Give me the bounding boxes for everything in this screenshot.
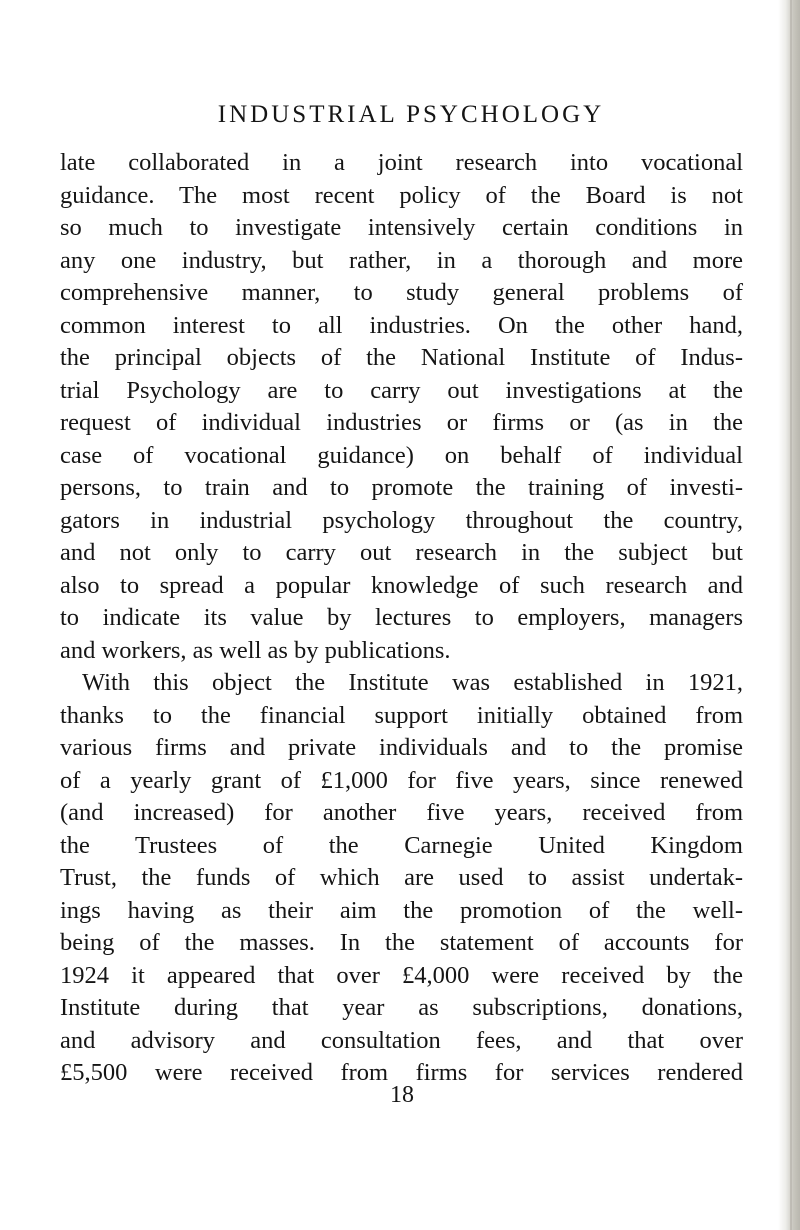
text-line: persons, to train and to promote the training of investi-	[60, 474, 743, 501]
text-line: common interest to all industries. On the other hand,	[60, 311, 743, 339]
text-line: of a yearly grant of £1,000 for five years, since renewed	[60, 766, 743, 794]
text-line: comprehensive manner, to study general problems of	[60, 279, 743, 306]
running-head: INDUSTRIAL PSYCHOLOGY	[217, 101, 605, 128]
text-line: guidance. The most recent policy of the Board is not	[60, 181, 743, 209]
text-line: also to spread a popular knowledge of such research and	[60, 571, 743, 599]
text-line: late collaborated in a joint research into vocational	[60, 149, 743, 176]
text-line: trial Psychology are to carry out investigations at the	[60, 376, 743, 404]
page-number: 18	[390, 1082, 414, 1108]
text-line: thanks to the financial support initially obtained from	[60, 701, 743, 729]
page-edge-shadow	[778, 0, 800, 1230]
text-line: the Trustees of the Carnegie United Kingdom	[60, 831, 743, 859]
text-line: case of vocational guidance) on behalf of individual	[60, 441, 743, 469]
text-line: various firms and private individuals and to the promise	[60, 734, 743, 761]
page-edge-line	[790, 0, 792, 1230]
text-line: Institute during that year as subscriptions, donations,	[60, 994, 743, 1021]
text-line: Trust, the funds of which are used to assist undertak-	[60, 864, 743, 891]
body-text	[60, 147, 743, 1090]
text-line: With this object the Institute was established in 1921,	[82, 669, 743, 696]
text-line: so much to investigate intensively certain conditions in	[60, 214, 743, 241]
text-line: (and increased) for another five years, received from	[60, 799, 743, 826]
text-line: the principal objects of the National Institute of Indus-	[60, 344, 743, 371]
text-line: and workers, as well as by publications.	[60, 636, 451, 664]
text-line: 1924 it appeared that over £4,000 were received by the	[60, 961, 743, 989]
text-line: gators in industrial psychology throughout the country,	[60, 506, 743, 534]
text-line: and not only to carry out research in the subject but	[60, 539, 743, 566]
text-line: £5,500 were received from firms for services rendered	[60, 1059, 743, 1086]
text-line: ings having as their aim the promotion of the well-	[60, 896, 743, 924]
text-line: and advisory and consultation fees, and that over	[60, 1026, 743, 1054]
text-line: request of individual industries or firms or (as in the	[60, 409, 743, 436]
text-line: being of the masses. In the statement of accounts for	[60, 929, 743, 956]
text-line: to indicate its value by lectures to employers, managers	[60, 604, 743, 631]
text-line: any one industry, but rather, in a thorough and more	[60, 246, 743, 274]
